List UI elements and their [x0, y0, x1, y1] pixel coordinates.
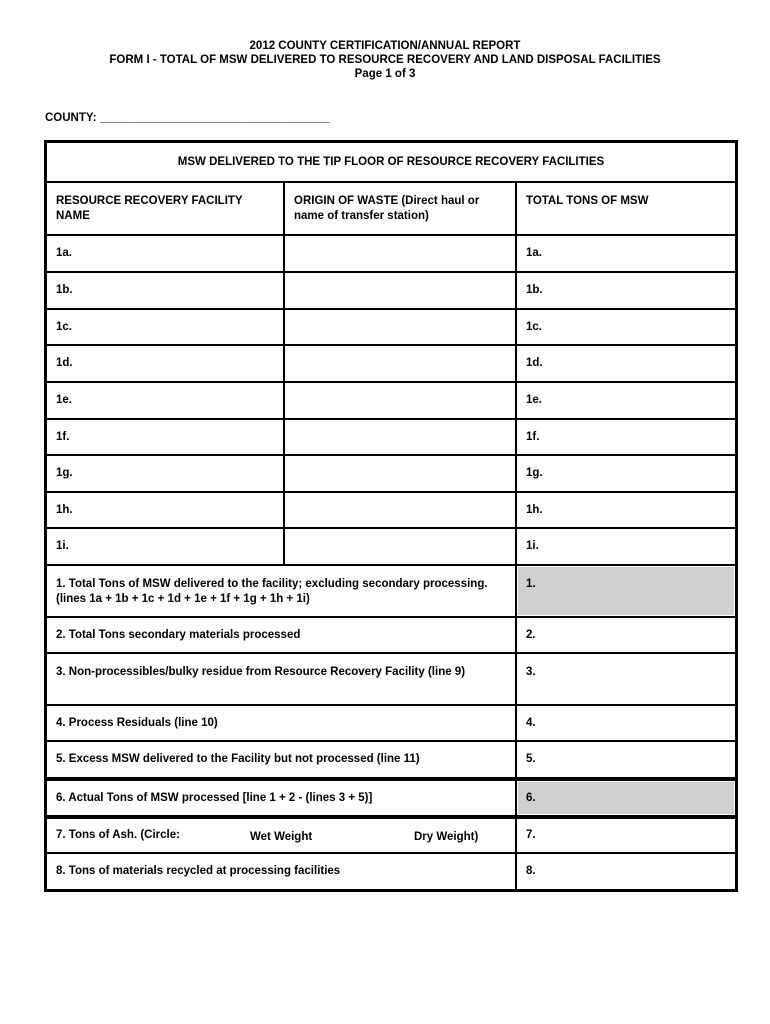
summary-value-cell[interactable]: 7.	[516, 816, 736, 853]
column-header-row	[46, 182, 736, 235]
table-row	[46, 309, 736, 345]
form-table	[46, 142, 736, 890]
table-row	[46, 345, 736, 382]
summary-label: 2. Total Tons secondary materials processed	[46, 617, 516, 653]
facility-name-cell[interactable]: 1d.	[46, 345, 284, 382]
summary-label: 8. Tons of materials recycled at processing facilities	[46, 853, 516, 890]
summary-row-excess-msw	[46, 741, 736, 778]
origin-cell[interactable]	[284, 455, 516, 492]
summary-label-ash	[46, 816, 516, 853]
facility-name-cell[interactable]: 1c.	[46, 309, 284, 345]
tons-cell[interactable]: 1g.	[516, 455, 736, 492]
table-row	[46, 492, 736, 528]
column-header-facility: RESOURCE RECOVERY FACILITY NAME	[46, 182, 284, 235]
summary-value-cell[interactable]: 4.	[516, 705, 736, 741]
tons-cell[interactable]: 1d.	[516, 345, 736, 382]
msw-delivery-form	[44, 140, 738, 892]
origin-cell[interactable]	[284, 309, 516, 345]
summary-value-cell[interactable]: 8.	[516, 853, 736, 890]
summary-row-recycled	[46, 853, 736, 890]
form-header	[0, 39, 770, 81]
origin-cell[interactable]	[284, 382, 516, 419]
facility-name-cell[interactable]: 1f.	[46, 419, 284, 455]
facility-name-cell[interactable]: 1a.	[46, 235, 284, 272]
tons-cell[interactable]: 1i.	[516, 528, 736, 565]
origin-cell[interactable]	[284, 419, 516, 455]
table-row	[46, 455, 736, 492]
table-row	[46, 382, 736, 419]
facility-name-cell[interactable]: 1e.	[46, 382, 284, 419]
origin-cell[interactable]	[284, 235, 516, 272]
summary-value-cell[interactable]: 3.	[516, 653, 736, 705]
summary-value-cell: 6.	[516, 778, 736, 816]
summary-label: 3. Non-processibles/bulky residue from Resource Recovery Facility (line 9)	[46, 653, 516, 705]
tons-cell[interactable]: 1e.	[516, 382, 736, 419]
dry-weight-option[interactable]: Dry Weight)	[414, 831, 479, 843]
tons-cell[interactable]: 1f.	[516, 419, 736, 455]
summary-label: 5. Excess MSW delivered to the Facility but not processed (line 11)	[46, 741, 516, 778]
summary-value-cell[interactable]: 5.	[516, 741, 736, 778]
facility-name-cell[interactable]: 1g.	[46, 455, 284, 492]
tons-cell[interactable]: 1a.	[516, 235, 736, 272]
table-row	[46, 272, 736, 309]
column-header-origin: ORIGIN OF WASTE (Direct haul or name of transfer station)	[284, 182, 516, 235]
page-indicator: Page 1 of 3	[354, 68, 416, 80]
table-row	[46, 419, 736, 455]
facility-name-cell[interactable]: 1i.	[46, 528, 284, 565]
summary-label: 1. Total Tons of MSW delivered to the facility; excluding secondary processing. (lines 1a + 1b + 1c + 1d + 1e + 1f + 1g + 1h + 1i)	[46, 565, 516, 617]
tons-cell[interactable]: 1h.	[516, 492, 736, 528]
report-title: 2012 COUNTY CERTIFICATION/ANNUAL REPORT	[249, 40, 521, 52]
facility-name-cell[interactable]: 1b.	[46, 272, 284, 309]
tons-cell[interactable]: 1c.	[516, 309, 736, 345]
origin-cell[interactable]	[284, 272, 516, 309]
wet-weight-option[interactable]: Wet Weight	[250, 831, 313, 843]
ash-label: 7. Tons of Ash. (Circle:	[56, 829, 180, 841]
column-header-tons: TOTAL TONS OF MSW	[516, 182, 736, 235]
table-row	[46, 235, 736, 272]
form-title: FORM I - TOTAL OF MSW DELIVERED TO RESOURCE RECOVERY AND LAND DISPOSAL FACILITIES	[109, 54, 661, 66]
summary-row-actual-tons	[46, 778, 736, 816]
summary-row-ash	[46, 816, 736, 853]
summary-row-process-residuals	[46, 705, 736, 741]
facility-name-cell[interactable]: 1h.	[46, 492, 284, 528]
summary-value-cell: 1.	[516, 565, 736, 617]
summary-label: 4. Process Residuals (line 10)	[46, 705, 516, 741]
summary-row-secondary	[46, 617, 736, 653]
summary-row-non-processibles	[46, 653, 736, 705]
origin-cell[interactable]	[284, 528, 516, 565]
county-field[interactable]: COUNTY: ____________________________________	[45, 112, 330, 124]
table-title-row	[46, 142, 736, 182]
table-row	[46, 528, 736, 565]
summary-row-total-tons	[46, 565, 736, 617]
summary-label: 6. Actual Tons of MSW processed [line 1 + 2 - (lines 3 + 5)]	[46, 778, 516, 816]
origin-cell[interactable]	[284, 345, 516, 382]
summary-value-cell[interactable]: 2.	[516, 617, 736, 653]
tons-cell[interactable]: 1b.	[516, 272, 736, 309]
table-title: MSW DELIVERED TO THE TIP FLOOR OF RESOURCE RECOVERY FACILITIES	[46, 142, 736, 182]
origin-cell[interactable]	[284, 492, 516, 528]
